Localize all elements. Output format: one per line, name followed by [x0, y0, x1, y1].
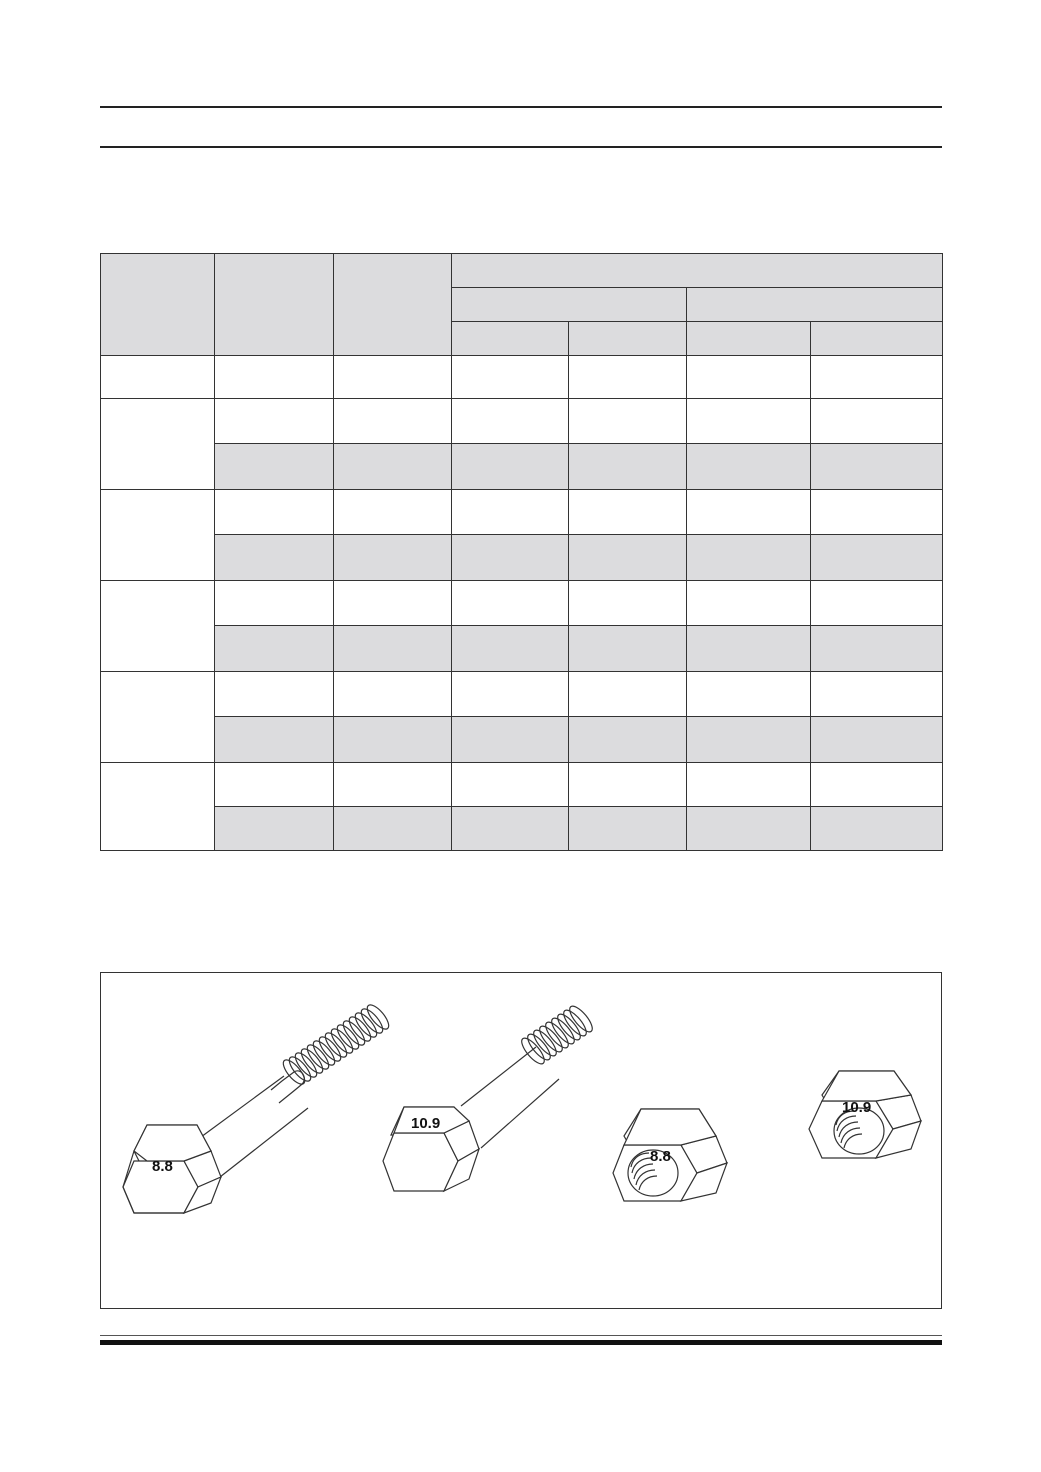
header-cell [452, 254, 943, 288]
table-cell [334, 535, 452, 581]
table-row [101, 807, 943, 851]
table-cell [101, 581, 215, 672]
table-cell [687, 763, 811, 807]
hex-bolt-icon [383, 1003, 596, 1191]
table-cell [569, 626, 687, 672]
table-cell [569, 356, 687, 399]
table-cell [215, 626, 334, 672]
bolt-grade-label: 8.8 [152, 1158, 173, 1175]
header-cell [569, 322, 687, 356]
header-cell [452, 288, 687, 322]
table-cell [687, 807, 811, 851]
table-cell [811, 626, 943, 672]
table-row [101, 672, 943, 717]
hex-nut-icon [613, 1109, 727, 1201]
table-cell [811, 444, 943, 490]
header-cell [101, 254, 215, 356]
table-cell [687, 717, 811, 763]
header-cell [811, 322, 943, 356]
table-cell [101, 399, 215, 490]
table-cell [101, 672, 215, 763]
table-cell [215, 490, 334, 535]
header-cell [215, 254, 334, 356]
table-cell [569, 399, 687, 444]
table-cell [215, 807, 334, 851]
table-cell [687, 399, 811, 444]
table-cell [452, 626, 569, 672]
table-cell [334, 490, 452, 535]
table-cell [687, 535, 811, 581]
table-cell [452, 672, 569, 717]
nut-grade-label: 8.8 [650, 1148, 671, 1165]
table-cell [334, 807, 452, 851]
table-cell [687, 444, 811, 490]
nut-grade-label: 10.9 [842, 1099, 872, 1116]
table-row [101, 490, 943, 535]
table-cell [452, 490, 569, 535]
table-cell [101, 356, 215, 399]
footer-rule-thick [100, 1340, 942, 1345]
table-cell [215, 356, 334, 399]
header-cell [687, 288, 943, 322]
table-cell [334, 717, 452, 763]
hex-bolt-icon [123, 1002, 392, 1213]
table-cell [215, 763, 334, 807]
table-cell [452, 535, 569, 581]
table-cell [811, 581, 943, 626]
table-cell [215, 399, 334, 444]
header-cell [452, 322, 569, 356]
hex-nut-icon [809, 1071, 921, 1158]
header-cell [334, 254, 452, 356]
table-row [101, 399, 943, 444]
table-cell [569, 672, 687, 717]
table-row [101, 444, 943, 490]
table-row [101, 763, 943, 807]
table-cell [811, 807, 943, 851]
table-header-row [101, 254, 943, 288]
table-cell [215, 672, 334, 717]
table-cell [452, 807, 569, 851]
table-cell [215, 444, 334, 490]
table-row [101, 581, 943, 626]
table-cell [569, 763, 687, 807]
table-cell [452, 444, 569, 490]
table-cell [215, 535, 334, 581]
table-cell [811, 535, 943, 581]
table-cell [334, 672, 452, 717]
header-rule-bottom [100, 146, 942, 148]
table-row [101, 535, 943, 581]
table-cell [452, 399, 569, 444]
footer-rule-thin [100, 1335, 942, 1336]
table-cell [569, 807, 687, 851]
table-cell [687, 356, 811, 399]
table-cell [687, 581, 811, 626]
table-row [101, 626, 943, 672]
table-cell [811, 356, 943, 399]
table-cell [215, 581, 334, 626]
table-cell [452, 763, 569, 807]
table-cell [452, 581, 569, 626]
table-cell [811, 763, 943, 807]
table-cell [334, 581, 452, 626]
table-cell [569, 535, 687, 581]
table-cell [101, 490, 215, 581]
table-cell [687, 672, 811, 717]
table-cell [569, 490, 687, 535]
torque-spec-table [100, 253, 943, 851]
table-cell [811, 399, 943, 444]
table-cell [811, 490, 943, 535]
fastener-illustration-box [100, 972, 942, 1309]
header-cell [687, 322, 811, 356]
table-row [101, 356, 943, 399]
table-cell [452, 717, 569, 763]
table-cell [334, 399, 452, 444]
table-cell [452, 356, 569, 399]
table-cell [687, 490, 811, 535]
table-cell [811, 672, 943, 717]
table-cell [687, 626, 811, 672]
table-cell [334, 626, 452, 672]
table-cell [101, 763, 215, 851]
table-cell [811, 717, 943, 763]
table-cell [334, 356, 452, 399]
table-cell [334, 444, 452, 490]
table-cell [215, 717, 334, 763]
table-cell [569, 717, 687, 763]
table-cell [569, 581, 687, 626]
table-cell [334, 763, 452, 807]
table-cell [569, 444, 687, 490]
bolt-grade-label: 10.9 [411, 1115, 441, 1132]
header-rule-top [100, 106, 942, 108]
table-row [101, 717, 943, 763]
